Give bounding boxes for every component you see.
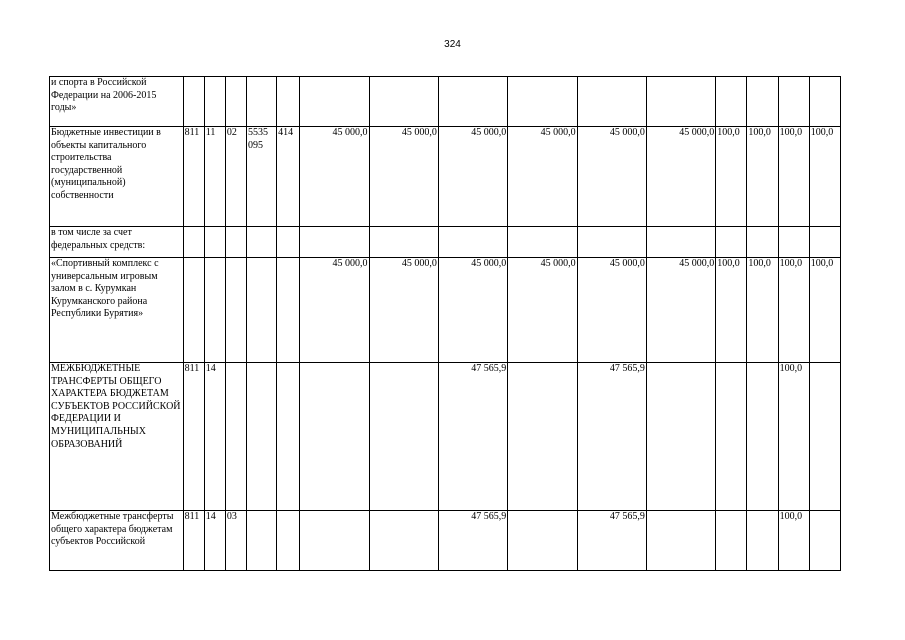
value-col-2	[369, 227, 438, 258]
page-number: 324	[444, 39, 461, 50]
value-col-3	[438, 77, 507, 127]
value-col-6: 45 000,0	[646, 127, 715, 227]
code-target: 5535 095	[246, 127, 276, 227]
percent-col-1	[716, 77, 747, 127]
code-type	[277, 511, 300, 571]
table-row	[50, 127, 841, 227]
value-col-6	[646, 77, 715, 127]
row-name: МЕЖБЮДЖЕТНЫЕ ТРАНСФЕРТЫ ОБЩЕГО ХАРАКТЕРА БЮДЖЕТАМ СУБЪЕКТОВ РОССИЙСКОЙ ФЕДЕРАЦИИ И МУНИЦИПАЛЬНЫХ ОБРАЗОВАНИЙ	[50, 363, 184, 511]
percent-col-1	[716, 363, 747, 511]
code-target	[246, 77, 276, 127]
code-ministry	[183, 258, 204, 363]
code-type	[277, 227, 300, 258]
value-col-1	[300, 77, 369, 127]
value-col-1: 45 000,0	[300, 127, 369, 227]
code-subsection	[225, 363, 246, 511]
value-col-5	[577, 227, 646, 258]
value-col-2	[369, 363, 438, 511]
table-row	[50, 77, 841, 127]
code-section	[204, 77, 225, 127]
value-col-3	[438, 227, 507, 258]
percent-col-2	[747, 227, 778, 258]
value-col-5: 47 565,9	[577, 511, 646, 571]
percent-col-4	[809, 227, 840, 258]
percent-col-3	[778, 227, 809, 258]
percent-col-3: 100,0	[778, 363, 809, 511]
value-col-2: 45 000,0	[369, 258, 438, 363]
value-col-6	[646, 363, 715, 511]
code-subsection	[225, 77, 246, 127]
code-subsection: 02	[225, 127, 246, 227]
value-col-4	[508, 511, 577, 571]
percent-col-3	[778, 77, 809, 127]
code-section	[204, 227, 225, 258]
code-section: 11	[204, 127, 225, 227]
percent-col-4	[809, 363, 840, 511]
code-ministry	[183, 77, 204, 127]
value-col-1	[300, 511, 369, 571]
value-col-5: 45 000,0	[577, 127, 646, 227]
value-col-1	[300, 363, 369, 511]
value-col-5: 45 000,0	[577, 258, 646, 363]
code-subsection	[225, 227, 246, 258]
percent-col-2	[747, 511, 778, 571]
table-row	[50, 363, 841, 511]
code-target	[246, 258, 276, 363]
budget-table	[49, 76, 841, 571]
percent-col-2	[747, 77, 778, 127]
value-col-3: 45 000,0	[438, 258, 507, 363]
percent-col-4	[809, 77, 840, 127]
row-name: Бюджетные инвестиции в объекты капитального строительства государственной (муниципальной) собственности	[50, 127, 184, 227]
percent-col-4: 100,0	[809, 127, 840, 227]
code-section	[204, 258, 225, 363]
percent-col-1	[716, 511, 747, 571]
code-section: 14	[204, 511, 225, 571]
code-section: 14	[204, 363, 225, 511]
percent-col-1: 100,0	[716, 258, 747, 363]
value-col-4: 45 000,0	[508, 258, 577, 363]
value-col-2: 45 000,0	[369, 127, 438, 227]
value-col-4	[508, 77, 577, 127]
code-ministry: 811	[183, 511, 204, 571]
table-row	[50, 511, 841, 571]
code-type: 414	[277, 127, 300, 227]
percent-col-3: 100,0	[778, 127, 809, 227]
row-name: Межбюджетные трансферты общего характера бюджетам субъектов Российской	[50, 511, 184, 571]
value-col-5	[577, 77, 646, 127]
value-col-5: 47 565,9	[577, 363, 646, 511]
value-col-6	[646, 511, 715, 571]
value-col-4: 45 000,0	[508, 127, 577, 227]
code-ministry: 811	[183, 127, 204, 227]
value-col-4	[508, 227, 577, 258]
code-ministry	[183, 227, 204, 258]
code-type	[277, 363, 300, 511]
percent-col-2	[747, 363, 778, 511]
row-name: «Спортивный комплекс с универсальным игровым залом в с. Курумкан Курумканского района Республики Бурятия»	[50, 258, 184, 363]
percent-col-4	[809, 511, 840, 571]
code-target	[246, 363, 276, 511]
percent-col-1: 100,0	[716, 127, 747, 227]
value-col-1	[300, 227, 369, 258]
table-row	[50, 258, 841, 363]
value-col-2	[369, 511, 438, 571]
row-name: в том числе за счет федеральных средств:	[50, 227, 184, 258]
code-subsection: 03	[225, 511, 246, 571]
code-target	[246, 227, 276, 258]
percent-col-2: 100,0	[747, 127, 778, 227]
value-col-3: 47 565,9	[438, 363, 507, 511]
code-subsection	[225, 258, 246, 363]
code-type	[277, 258, 300, 363]
percent-col-4: 100,0	[809, 258, 840, 363]
value-col-3: 47 565,9	[438, 511, 507, 571]
percent-col-1	[716, 227, 747, 258]
value-col-4	[508, 363, 577, 511]
value-col-2	[369, 77, 438, 127]
code-target	[246, 511, 276, 571]
percent-col-2: 100,0	[747, 258, 778, 363]
table-row	[50, 227, 841, 258]
value-col-1: 45 000,0	[300, 258, 369, 363]
value-col-6: 45 000,0	[646, 258, 715, 363]
code-ministry: 811	[183, 363, 204, 511]
value-col-3: 45 000,0	[438, 127, 507, 227]
row-name: и спорта в Российской Федерации на 2006-2015 годы»	[50, 77, 184, 127]
percent-col-3: 100,0	[778, 511, 809, 571]
code-type	[277, 77, 300, 127]
value-col-6	[646, 227, 715, 258]
percent-col-3: 100,0	[778, 258, 809, 363]
